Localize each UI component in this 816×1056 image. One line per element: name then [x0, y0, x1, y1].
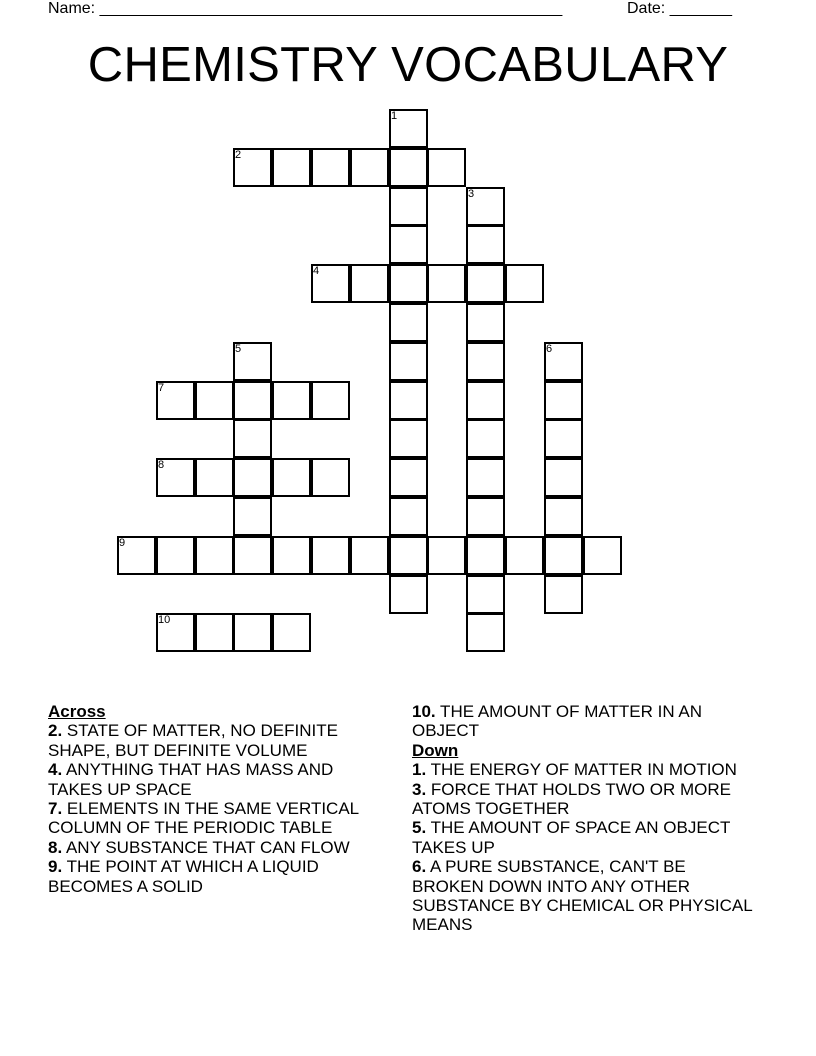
down-heading: Down [412, 740, 459, 760]
clue-across-7 [48, 799, 388, 838]
crossword-cell[interactable] [195, 381, 234, 420]
clues-left-column [48, 702, 388, 896]
clue-number-label: 5 [235, 343, 242, 355]
crossword-cell[interactable] [466, 613, 505, 652]
crossword-cell[interactable] [272, 458, 311, 497]
crossword-cell[interactable] [466, 419, 505, 458]
crossword-cell[interactable] [427, 536, 466, 575]
crossword-cell[interactable] [389, 225, 428, 264]
across-heading: Across [48, 702, 106, 721]
crossword-cell[interactable] [466, 225, 505, 264]
crossword-cell[interactable] [466, 303, 505, 342]
crossword-cell[interactable] [544, 536, 583, 575]
clue-across-9 [48, 857, 388, 896]
crossword-cell-10[interactable] [156, 613, 195, 652]
crossword-cell[interactable] [427, 148, 466, 187]
crossword-cell[interactable] [233, 536, 272, 575]
crossword-cell[interactable] [544, 419, 583, 458]
crossword-cell[interactable] [272, 381, 311, 420]
crossword-cell[interactable] [311, 148, 350, 187]
clues-right-column [412, 702, 757, 935]
crossword-cell-7[interactable] [156, 381, 195, 420]
crossword-cell-2[interactable] [233, 148, 272, 187]
crossword-cell[interactable] [466, 497, 505, 536]
clue-down-1 [412, 760, 757, 779]
crossword-cell[interactable] [233, 458, 272, 497]
crossword-cell[interactable] [311, 381, 350, 420]
clue-text: THE AMOUNT OF SPACE AN OBJECT TAKES UP [412, 818, 731, 857]
clue-number: 4. [48, 760, 63, 780]
clue-number-label: 8 [158, 459, 165, 471]
crossword-cell[interactable] [389, 381, 428, 420]
crossword-cell[interactable] [466, 575, 505, 614]
crossword-cell[interactable] [544, 575, 583, 614]
clue-across-10 [412, 702, 757, 741]
crossword-cell[interactable] [195, 536, 234, 575]
crossword-cell[interactable] [233, 497, 272, 536]
clue-number-label: 7 [158, 382, 165, 394]
crossword-cell[interactable] [544, 381, 583, 420]
crossword-cell[interactable] [544, 497, 583, 536]
crossword-cell[interactable] [389, 342, 428, 381]
crossword-cell[interactable] [466, 264, 505, 303]
clue-number: 3. [412, 779, 427, 799]
crossword-cell[interactable] [466, 458, 505, 497]
crossword-cell-3[interactable] [466, 187, 505, 226]
clue-number: 6. [412, 857, 427, 877]
crossword-cell[interactable] [544, 458, 583, 497]
clue-number: 5. [412, 818, 427, 838]
crossword-cell[interactable] [195, 458, 234, 497]
crossword-cell[interactable] [272, 536, 311, 575]
crossword-cell[interactable] [466, 381, 505, 420]
crossword-cell[interactable] [233, 419, 272, 458]
crossword-cell[interactable] [389, 575, 428, 614]
crossword-cell[interactable] [389, 536, 428, 575]
clue-number: 2. [48, 721, 63, 741]
crossword-cell[interactable] [505, 264, 544, 303]
crossword-cell[interactable] [272, 148, 311, 187]
crossword-cell[interactable] [389, 458, 428, 497]
clue-text: A PURE SUBSTANCE, CAN'T BE BROKEN DOWN INTO ANY OTHER SUBSTANCE BY CHEMICAL OR PHYSICAL MEANS [412, 857, 753, 935]
crossword-cell[interactable] [427, 264, 466, 303]
crossword-cell[interactable] [389, 148, 428, 187]
clue-text: ANY SUBSTANCE THAT CAN FLOW [62, 837, 350, 857]
clue-number-label: 2 [235, 149, 242, 161]
clue-text: FORCE THAT HOLDS TWO OR MORE ATOMS TOGETHER [412, 779, 731, 819]
crossword-cell[interactable] [389, 264, 428, 303]
crossword-cell-4[interactable] [311, 264, 350, 303]
crossword-cell[interactable] [350, 148, 389, 187]
crossword-cell[interactable] [195, 613, 234, 652]
clue-number-label: 9 [119, 537, 126, 549]
clue-number: 1. [412, 760, 427, 780]
clue-across-2 [48, 721, 388, 760]
clue-number-label: 4 [313, 265, 320, 277]
crossword-cell[interactable] [583, 536, 622, 575]
crossword-cell[interactable] [389, 187, 428, 226]
crossword-cell[interactable] [505, 536, 544, 575]
clue-number: 10. [412, 702, 436, 721]
crossword-cell[interactable] [350, 536, 389, 575]
clue-text: THE ENERGY OF MATTER IN MOTION [426, 760, 737, 780]
crossword-cell[interactable] [389, 303, 428, 342]
crossword-cell[interactable] [466, 342, 505, 381]
clue-number: 8. [48, 837, 63, 857]
crossword-cell-9[interactable] [117, 536, 156, 575]
clue-across-4 [48, 760, 388, 799]
crossword-cell[interactable] [233, 381, 272, 420]
crossword-cell[interactable] [311, 536, 350, 575]
crossword-cell[interactable] [389, 497, 428, 536]
clue-number: 7. [48, 799, 63, 819]
clue-number-label: 3 [468, 188, 475, 200]
crossword-cell-6[interactable] [544, 342, 583, 381]
clue-text: THE AMOUNT OF MATTER IN AN OBJECT [412, 702, 702, 741]
date-field-label[interactable]: Date: _______ [627, 0, 732, 17]
crossword-cell[interactable] [350, 264, 389, 303]
clue-down-5 [412, 818, 757, 857]
clue-number-label: 1 [391, 110, 398, 122]
clue-number-label: 6 [546, 343, 553, 355]
clue-number: 9. [48, 857, 63, 877]
crossword-cell[interactable] [389, 419, 428, 458]
clue-across-8 [48, 838, 388, 857]
clue-text: ELEMENTS IN THE SAME VERTICAL COLUMN OF THE PERIODIC TABLE [48, 799, 359, 838]
clue-text: ANYTHING THAT HAS MASS AND TAKES UP SPACE [48, 760, 334, 799]
crossword-cell-5[interactable] [233, 342, 272, 381]
crossword-cell[interactable] [272, 613, 311, 652]
crossword-cell-8[interactable] [156, 458, 195, 497]
page-title: CHEMISTRY VOCABULARY [87, 38, 729, 92]
name-field-label[interactable]: Name: ____________________________________________________ [48, 0, 563, 17]
clue-text: THE POINT AT WHICH A LIQUID BECOMES A SOLID [48, 857, 319, 896]
crossword-cell[interactable] [466, 536, 505, 575]
crossword-cell[interactable] [156, 536, 195, 575]
clue-down-3 [412, 780, 757, 819]
clue-text: STATE OF MATTER, NO DEFINITE SHAPE, BUT DEFINITE VOLUME [48, 721, 338, 760]
crossword-cell-1[interactable] [389, 109, 428, 148]
crossword-cell[interactable] [233, 613, 272, 652]
clue-number-label: 10 [158, 614, 171, 626]
crossword-cell[interactable] [311, 458, 350, 497]
clue-down-6 [412, 857, 757, 935]
